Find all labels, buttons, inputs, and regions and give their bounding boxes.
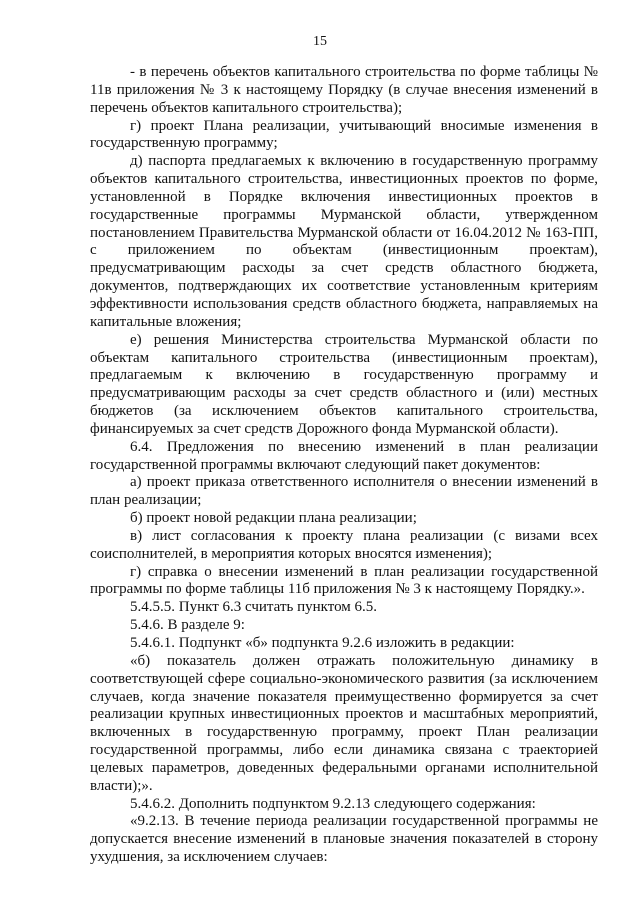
paragraph-item-g-plan: г) проект Плана реализации, учитывающий вносимые изменения в государственную программу; bbox=[90, 117, 598, 152]
paragraph-item-b-new-edition: б) проект новой редакции плана реализации; bbox=[130, 510, 417, 527]
paragraph-clause-5-4-6: 5.4.6. В разделе 9: bbox=[130, 617, 245, 634]
paragraph-item-g-reference: г) справка о внесении изменений в план реализации государственной программы по форме таблицы 11б приложения № 3 к настоящему Порядку.». bbox=[90, 563, 598, 598]
paragraph-clause-6-4: 6.4. Предложения по внесению изменений в план реализации государственной программы включают следующий пакет документов: bbox=[90, 438, 598, 473]
paragraph-quote-b-indicator: «б) показатель должен отражать положительную динамику в соответствующей сфере социально-экономического развития (за исключением случаев, когда значение показателя преимущественно формируется за счет реализации крупных инвестиционных проектов и масштабных мероприятий, включенных в государственную программу, проект План реализации государственной программы, либо если динамика связана с траекторией целевых параметров, доведенных федеральными органами исполнительной власти);». bbox=[90, 652, 598, 794]
paragraph-clause-5-4-6-2: 5.4.6.2. Дополнить подпунктом 9.2.13 следующего содержания: bbox=[130, 795, 536, 812]
paragraph-item-v-approval-sheet: в) лист согласования к проекту плана реализации (с визами всех соисполнителей, в мероприятия которых вносятся изменения); bbox=[90, 527, 598, 562]
paragraph-clause-5-4-6-1: 5.4.6.1. Подпункт «б» подпункта 9.2.6 изложить в редакции: bbox=[130, 635, 515, 651]
document-body bbox=[90, 64, 598, 867]
page-number: 15 bbox=[313, 34, 327, 49]
paragraph-clause-5-4-5-5: 5.4.5.5. Пункт 6.3 считать пунктом 6.5. bbox=[130, 599, 378, 616]
paragraph-item-e-decisions: е) решения Министерства строительства Мурманской области по объектам капитального строительства (инвестиционным проектам), предлагаемым к включению в государственную программу и предусматривающим расходы за счет средств областного и (или) местных бюджетов (за исключением объектов капитального строительства, финансируемых за счет средств Дорожного фонда Мурманской области). bbox=[90, 331, 598, 437]
paragraph-item-a-order: а) проект приказа ответственного исполнителя о внесении изменений в план реализации; bbox=[90, 474, 598, 509]
paragraph-list-capital-objects: - в перечень объектов капитального строительства по форме таблицы № 11в приложения № 3 к настоящему Порядку (в случае внесения изменений в перечень объектов капитального строительства); bbox=[90, 64, 598, 116]
paragraph-quote-9-2-13: «9.2.13. В течение периода реализации государственной программы не допускается внесение изменений в плановые значения показателей в сторону ухудшения, за исключением случаев: bbox=[90, 813, 598, 866]
paragraph-item-d-passports: д) паспорта предлагаемых к включению в государственную программу объектов капитального строительства, инвестиционных проектов по форме, установленной в Порядке включения инвестиционных проектов в государственные программы Мурманской области, утвержденном постановлением Правительства Мурманской области от 16.04.2012 № 163-ПП, с приложением по объектам (инвестиционным проектам), предусматривающим расходы за счет средств областного бюджета, документов, подтверждающих их соответствие установленным критериям эффективности использования средств областного бюджета, направляемых на капитальные вложения; bbox=[90, 153, 598, 330]
